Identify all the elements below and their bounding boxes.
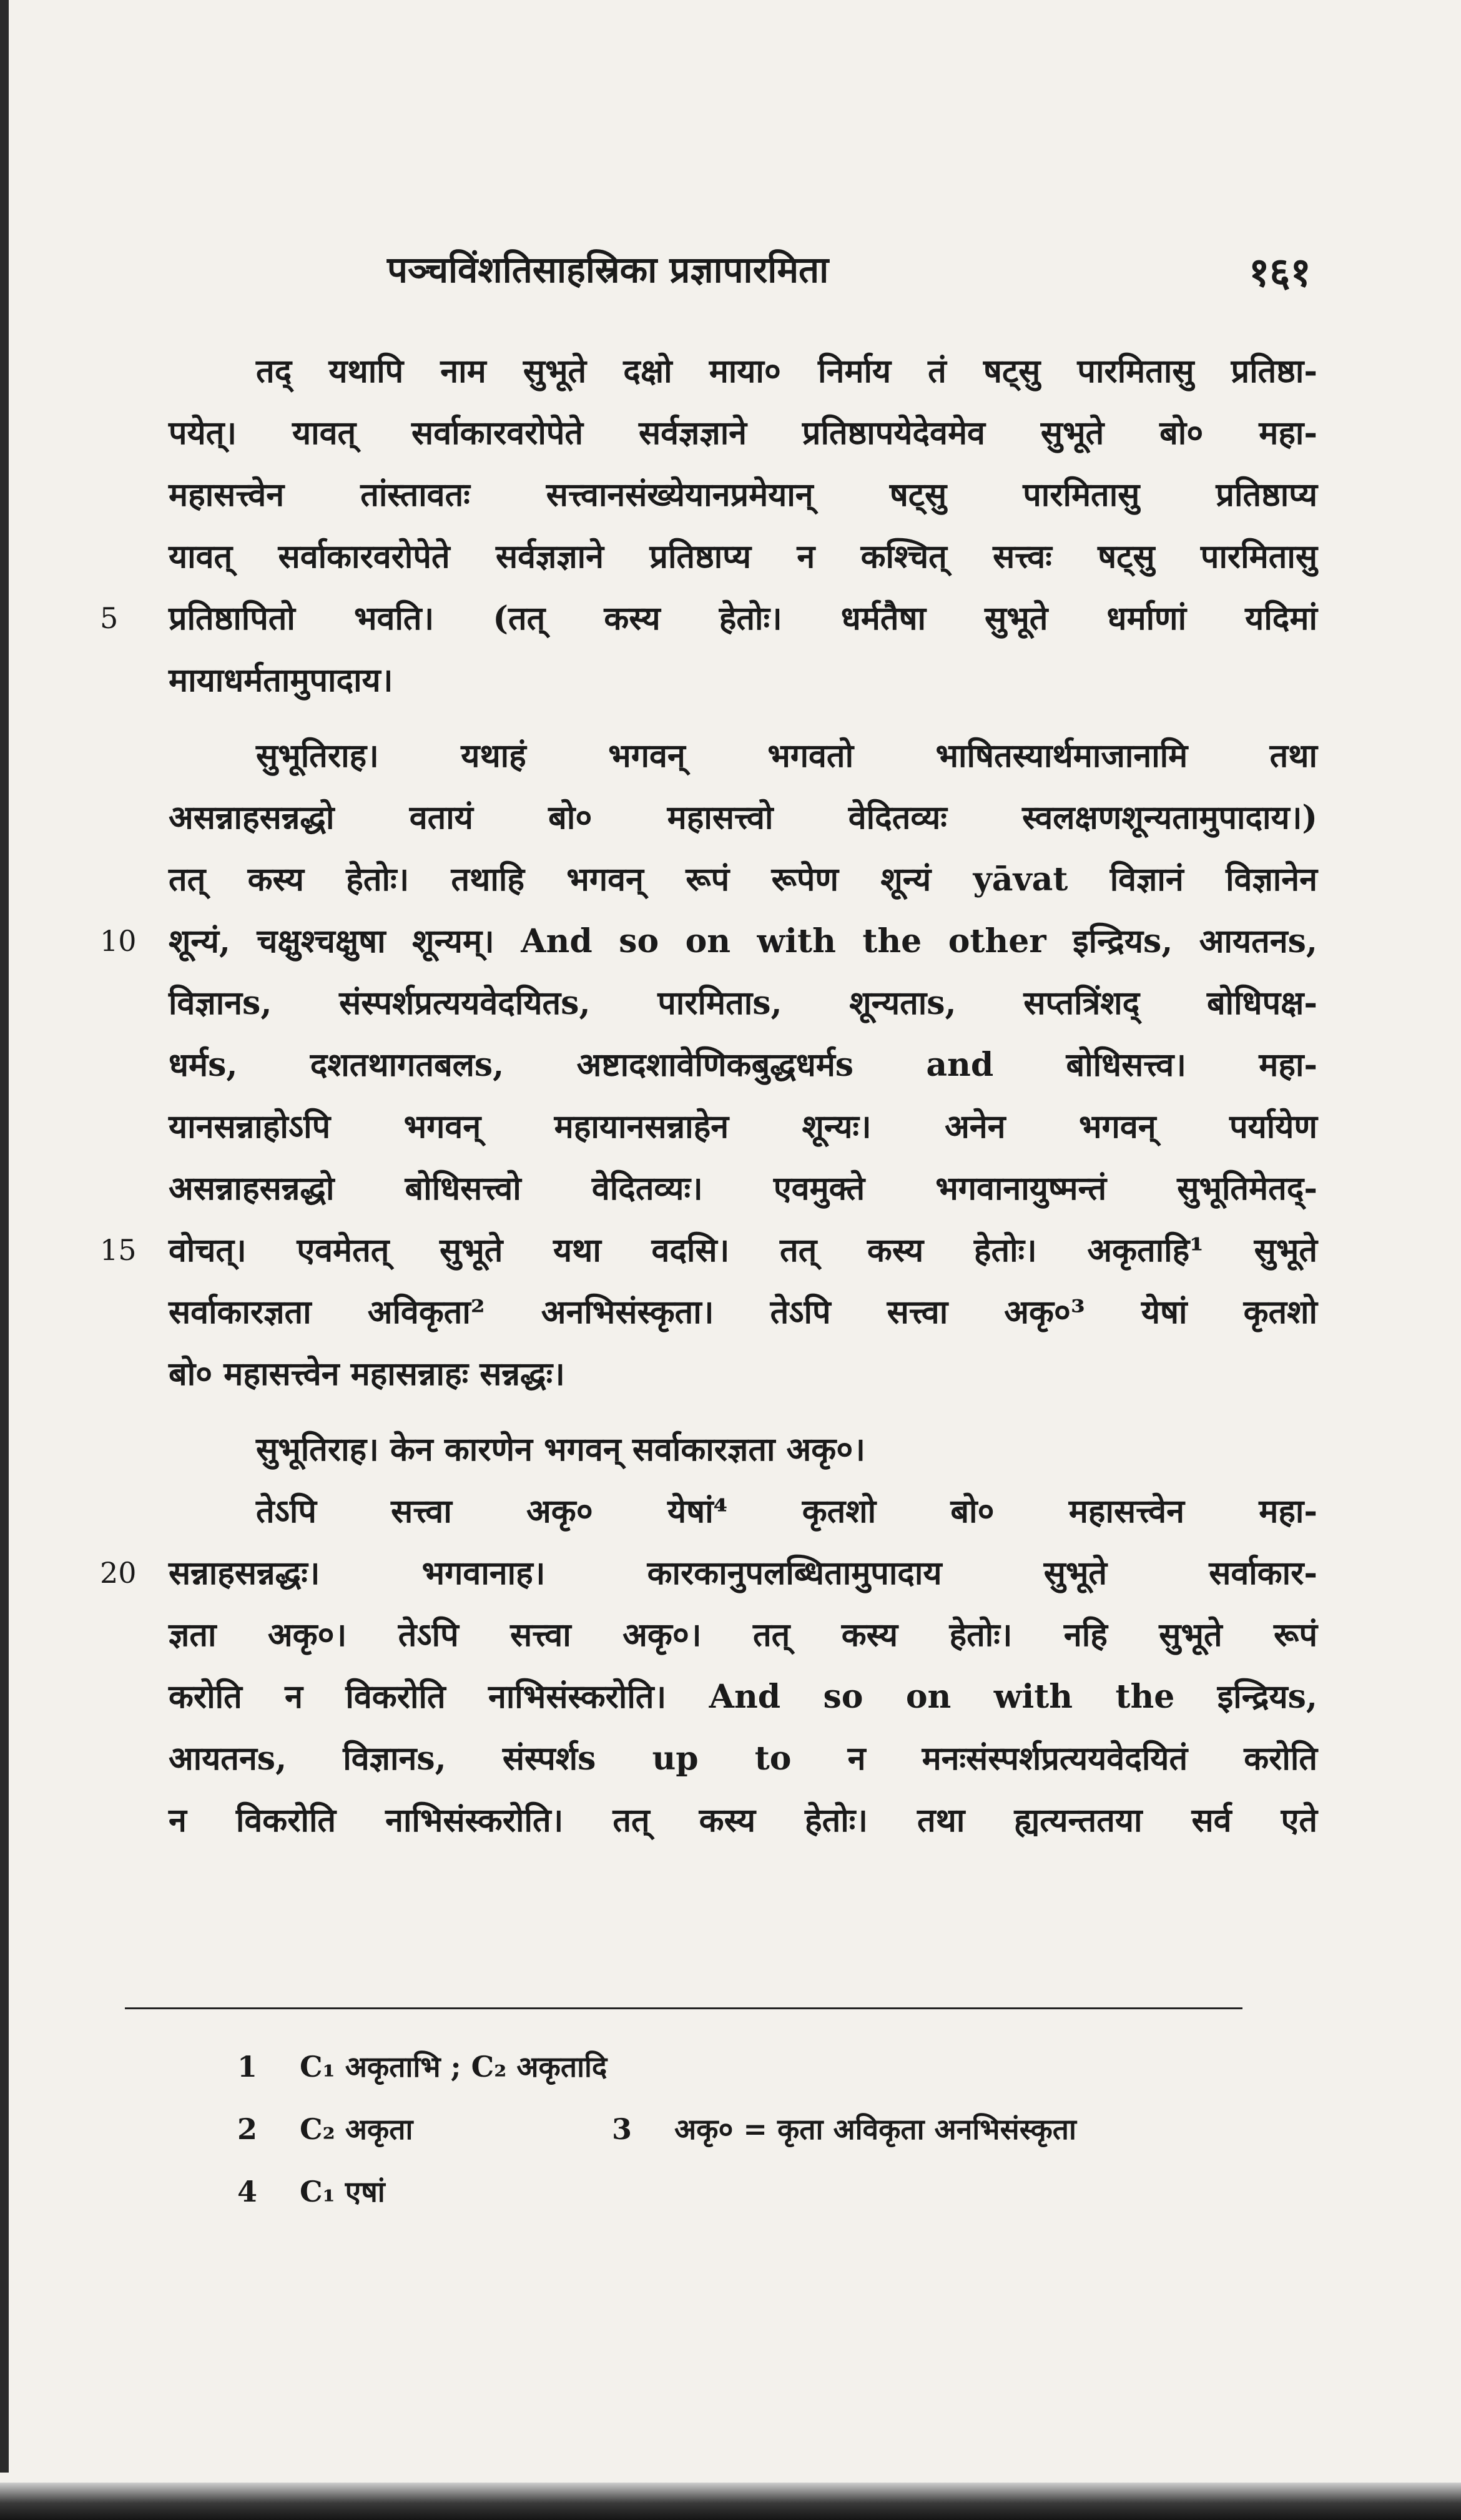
- text-line: बो० महासत्त्वेन महासन्नाहः सन्नद्धः।: [169, 1355, 565, 1393]
- line-number: 20: [100, 1556, 137, 1590]
- text-line: सर्वाकारज्ञता अविकृता² अनभिसंस्कृता। तेऽपि सत्त्वा अकृ०³ येषां कृतशो: [169, 1293, 1317, 1331]
- footnote: [612, 2098, 1076, 2160]
- footnote-number: 1: [237, 2050, 258, 2084]
- text-line: असन्नाहसन्नद्धो वतायं बो० महासत्त्वो वेदितव्यः स्वलक्षणशून्यतामुपादाय।): [169, 799, 1317, 837]
- line-number: 15: [100, 1233, 137, 1267]
- footnote-text: अकृ० = कृता अविकृता अनभिसंस्कृता: [674, 2112, 1076, 2146]
- footnotes: [237, 2035, 1299, 2223]
- text-line: तत् कस्य हेतोः। तथाहि भगवन् रूपं रूपेण शून्यं yāvat विज्ञानं विज्ञानेन: [169, 860, 1317, 898]
- text-line: तद् यथापि नाम सुभूते दक्षो माया० निर्माय तं षट्सु पारमितासु प्रतिष्ठा-: [256, 352, 1317, 390]
- text-line: सुभूतिराह। यथाहं भगवन् भगवतो भाषितस्यार्थमाजानामि तथा: [256, 737, 1317, 775]
- footnote-text: C₂ अकृता: [300, 2112, 413, 2146]
- text-line: पयेत्। यावत् सर्वाकारवरोपेते सर्वज्ञज्ञाने प्रतिष्ठापयेदेवमेव सुभूते बो० महा-: [169, 414, 1317, 452]
- footnote-number: 3: [612, 2112, 632, 2146]
- running-title: पञ्चविंशतिसाहस्रिका प्रज्ञापारमिता: [387, 249, 829, 291]
- footnote-number: 4: [237, 2175, 258, 2208]
- text-line: 10 शून्यं, चक्षुश्चक्षुषा शून्यम्। And so on with the other इन्द्रियs, आयतनs,: [169, 910, 1317, 972]
- text-line: असन्नाहसन्नद्धो बोधिसत्त्वो वेदितव्यः। एवमुक्ते भगवानायुष्मन्तं सुभूतिमेतद्-: [169, 1169, 1317, 1208]
- text-line: आयतनs, विज्ञानs, संस्पर्शs up to न मनःसंस्पर्शप्रत्ययवेदयितं करोति: [169, 1740, 1317, 1778]
- text-line: मायाधर्मतामुपादाय।: [169, 661, 393, 699]
- text-line: विज्ञानs, संस्पर्शप्रत्ययवेदयितs, पारमिताs, शून्यताs, सप्तत्रिंशद् बोधिपक्ष-: [169, 984, 1317, 1022]
- running-head: [0, 244, 1461, 312]
- footnote: [237, 2160, 1299, 2223]
- footnote-number: 2: [237, 2112, 258, 2146]
- page-number: १६१: [1249, 249, 1311, 296]
- text-line: 5 प्रतिष्ठापितो भवति। (तत् कस्य हेतोः। धर्मतैषा सुभूते धर्माणां यदिमां: [169, 588, 1317, 649]
- text-line: धर्मs, दशतथागतबलs, अष्टादशावेणिकबुद्धधर्मs and बोधिसत्त्व। महा-: [169, 1046, 1317, 1084]
- line-number: 5: [100, 601, 119, 635]
- text-line: सुभूतिराह। केन कारणेन भगवन् सर्वाकारज्ञता अकृ०।: [256, 1430, 865, 1469]
- footnote: [237, 2098, 1299, 2160]
- text-line: करोति न विकरोति नाभिसंस्करोति। And so on with the इन्द्रियs,: [169, 1678, 1317, 1716]
- scan-bottom-edge: [0, 2483, 1461, 2520]
- footnote-text: C₁ एषां: [300, 2175, 385, 2208]
- scan-left-edge: [0, 0, 9, 2473]
- footnote-rule: [125, 2007, 1242, 2009]
- text-line: न विकरोति नाभिसंस्करोति। तत् कस्य हेतोः। तथा ह्यत्यन्ततया सर्व एते: [169, 1801, 1317, 1839]
- text-line: 15 वोचत्। एवमेतत् सुभूते यथा वदसि। तत् कस्य हेतोः। अकृताहि¹ सुभूते: [169, 1219, 1317, 1281]
- body-text: [100, 340, 1317, 1851]
- text-line: महासत्त्वेन तांस्तावतः सत्त्वानसंख्येयानप्रमेयान् षट्सु पारमितासु प्रतिष्ठाप्य: [169, 476, 1317, 514]
- footnote: [237, 2035, 1299, 2098]
- footnote-text: C₁ अकृताभि ; C₂ अकृतादि: [300, 2050, 608, 2084]
- text-line: यानसन्नाहोऽपि भगवन् महायानसन्नाहेन शून्यः। अनेन भगवन् पर्यायेण: [169, 1108, 1317, 1146]
- text-line: यावत् सर्वाकारवरोपेते सर्वज्ञज्ञाने प्रतिष्ठाप्य न कश्चित् सत्त्वः षट्सु पारमितासु: [169, 538, 1317, 576]
- text-line: तेऽपि सत्त्वा अकृ० येषां⁴ कृतशो बो० महासत्त्वेन महा-: [256, 1492, 1317, 1530]
- text-line: 20 सन्नाहसन्नद्धः। भगवानाह। कारकानुपलब्धितामुपादाय सुभूते सर्वाकार-: [169, 1542, 1317, 1604]
- text-line: ज्ञता अकृ०। तेऽपि सत्त्वा अकृ०। तत् कस्य हेतोः। नहि सुभूते रूपं: [169, 1616, 1317, 1654]
- line-number: 10: [100, 924, 137, 958]
